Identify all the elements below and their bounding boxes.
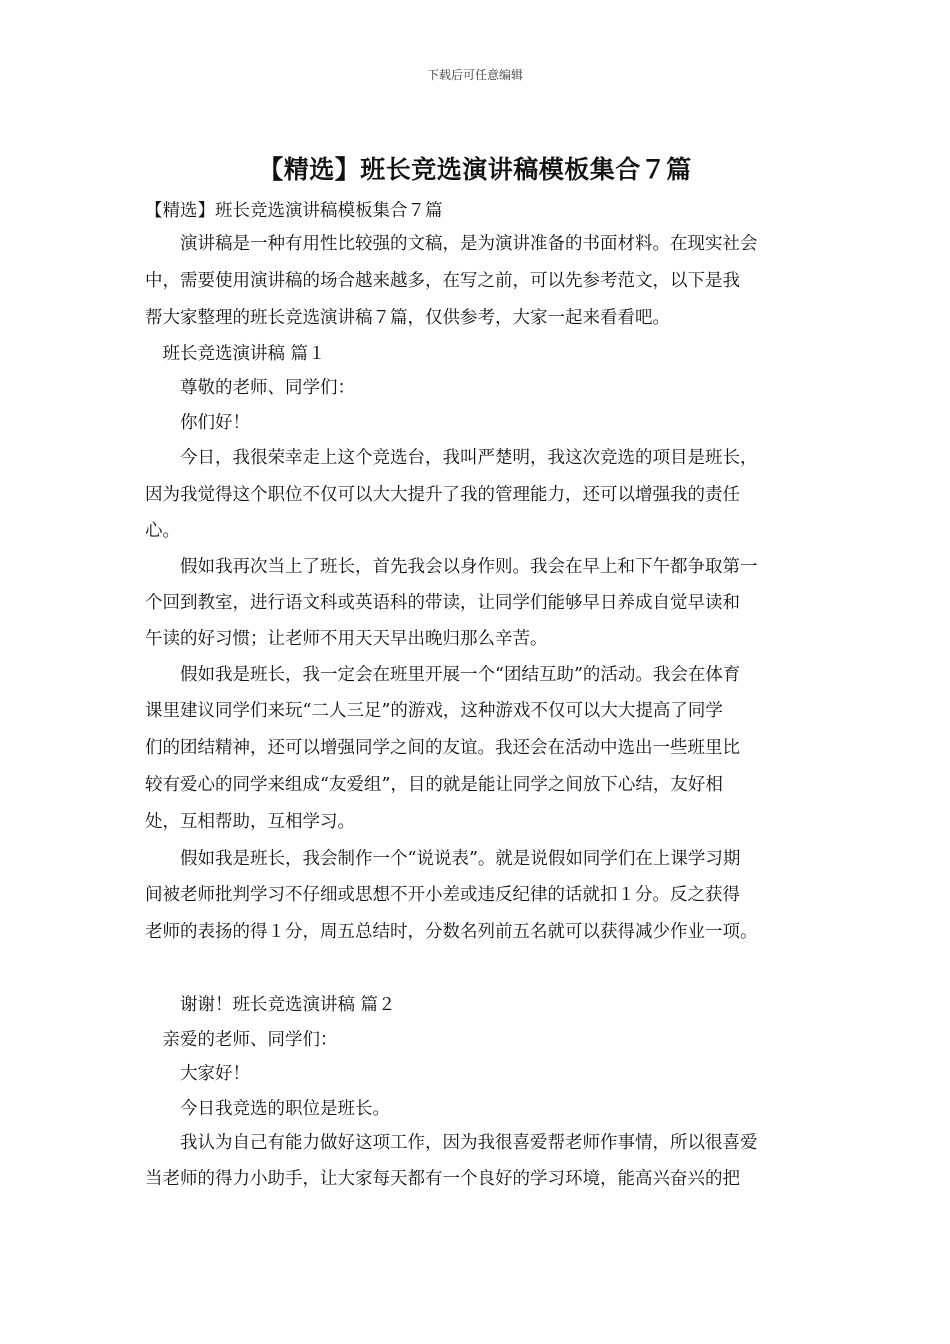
paragraph-line: 帮大家整理的班长竞选演讲稿７篇，仅供参考，大家一起来看看吧。 xyxy=(145,308,670,328)
paragraph-line: 心。 xyxy=(145,521,180,541)
paragraph-line: 假如我再次当上了班长，首先我会以身作则。我会在早上和下午都争取第一 xyxy=(145,557,758,577)
paragraph-line: 你们好！ xyxy=(145,413,250,433)
paragraph-line: 尊敬的老师、同学们： xyxy=(145,378,355,398)
paragraph-line: 大家好！ xyxy=(145,1064,250,1084)
paragraph-line: 今日，我很荣幸走上这个竞选台，我叫严楚明，我这次竞选的项目是班长， xyxy=(145,448,758,468)
subtitle-line: 【精选】班长竞选演讲稿模板集合７篇 xyxy=(145,201,443,221)
paragraph-line: 因为我觉得这个职位不仅可以大大提升了我的管理能力，还可以增强我的责任 xyxy=(145,485,740,505)
paragraph-line: 假如我是班长，我会制作一个“说说表”。就是说假如同学们在上课学习期 xyxy=(145,849,741,869)
paragraph-line: 个回到教室，进行语文科或英语科的带读，让同学们能够早日养成自觉早读和 xyxy=(145,593,740,613)
section-heading: 班长竞选演讲稿 篇１ xyxy=(145,344,326,364)
paragraph-line: 假如我是班长，我一定会在班里开展一个“团结互助”的活动。我会在体育 xyxy=(145,665,741,685)
paragraph-line: 处，互相帮助，互相学习。 xyxy=(145,812,355,832)
document-title: 【精选】班长竞选演讲稿模板集合７篇 xyxy=(258,155,692,184)
section-heading: 谢谢！班长竞选演讲稿 篇２ xyxy=(145,995,396,1015)
paragraph-line: 午读的好习惯；让老师不用天天早出晚归那么辛苦。 xyxy=(145,629,548,649)
paragraph-line: 们的团结精神，还可以增强同学之间的友谊。我还会在活动中选出一些班里比 xyxy=(145,738,740,758)
paragraph-line: 演讲稿是一种有用性比较强的文稿，是为演讲准备的书面材料。在现实社会 xyxy=(145,234,758,254)
paragraph-line: 亲爱的老师、同学们： xyxy=(145,1030,338,1050)
paragraph-line: 今日我竞选的职位是班长。 xyxy=(145,1099,390,1119)
paragraph-line: 间被老师批判学习不仔细或思想不开小差或违反纪律的话就扣１分。反之获得 xyxy=(145,885,740,905)
header-note: 下载后可任意编辑 xyxy=(426,68,523,82)
paragraph-line: 我认为自己有能力做好这项工作，因为我很喜爱帮老师作事情，所以很喜爱 xyxy=(145,1133,758,1153)
paragraph-line: 中，需要使用演讲稿的场合越来越多，在写之前，可以先参考范文，以下是我 xyxy=(145,271,740,291)
paragraph-line: 较有爱心的同学来组成“友爱组”，目的就是能让同学之间放下心结，友好相 xyxy=(145,775,723,795)
paragraph-line: 当老师的得力小助手，让大家每天都有一个良好的学习环境，能高兴奋兴的把 xyxy=(145,1169,740,1189)
paragraph-line: 老师的表扬的得１分，周五总结时，分数名列前五名就可以获得减少作业一项。 xyxy=(145,922,758,942)
paragraph-line: 课里建议同学们来玩“二人三足”的游戏，这种游戏不仅可以大大提高了同学 xyxy=(145,701,723,721)
